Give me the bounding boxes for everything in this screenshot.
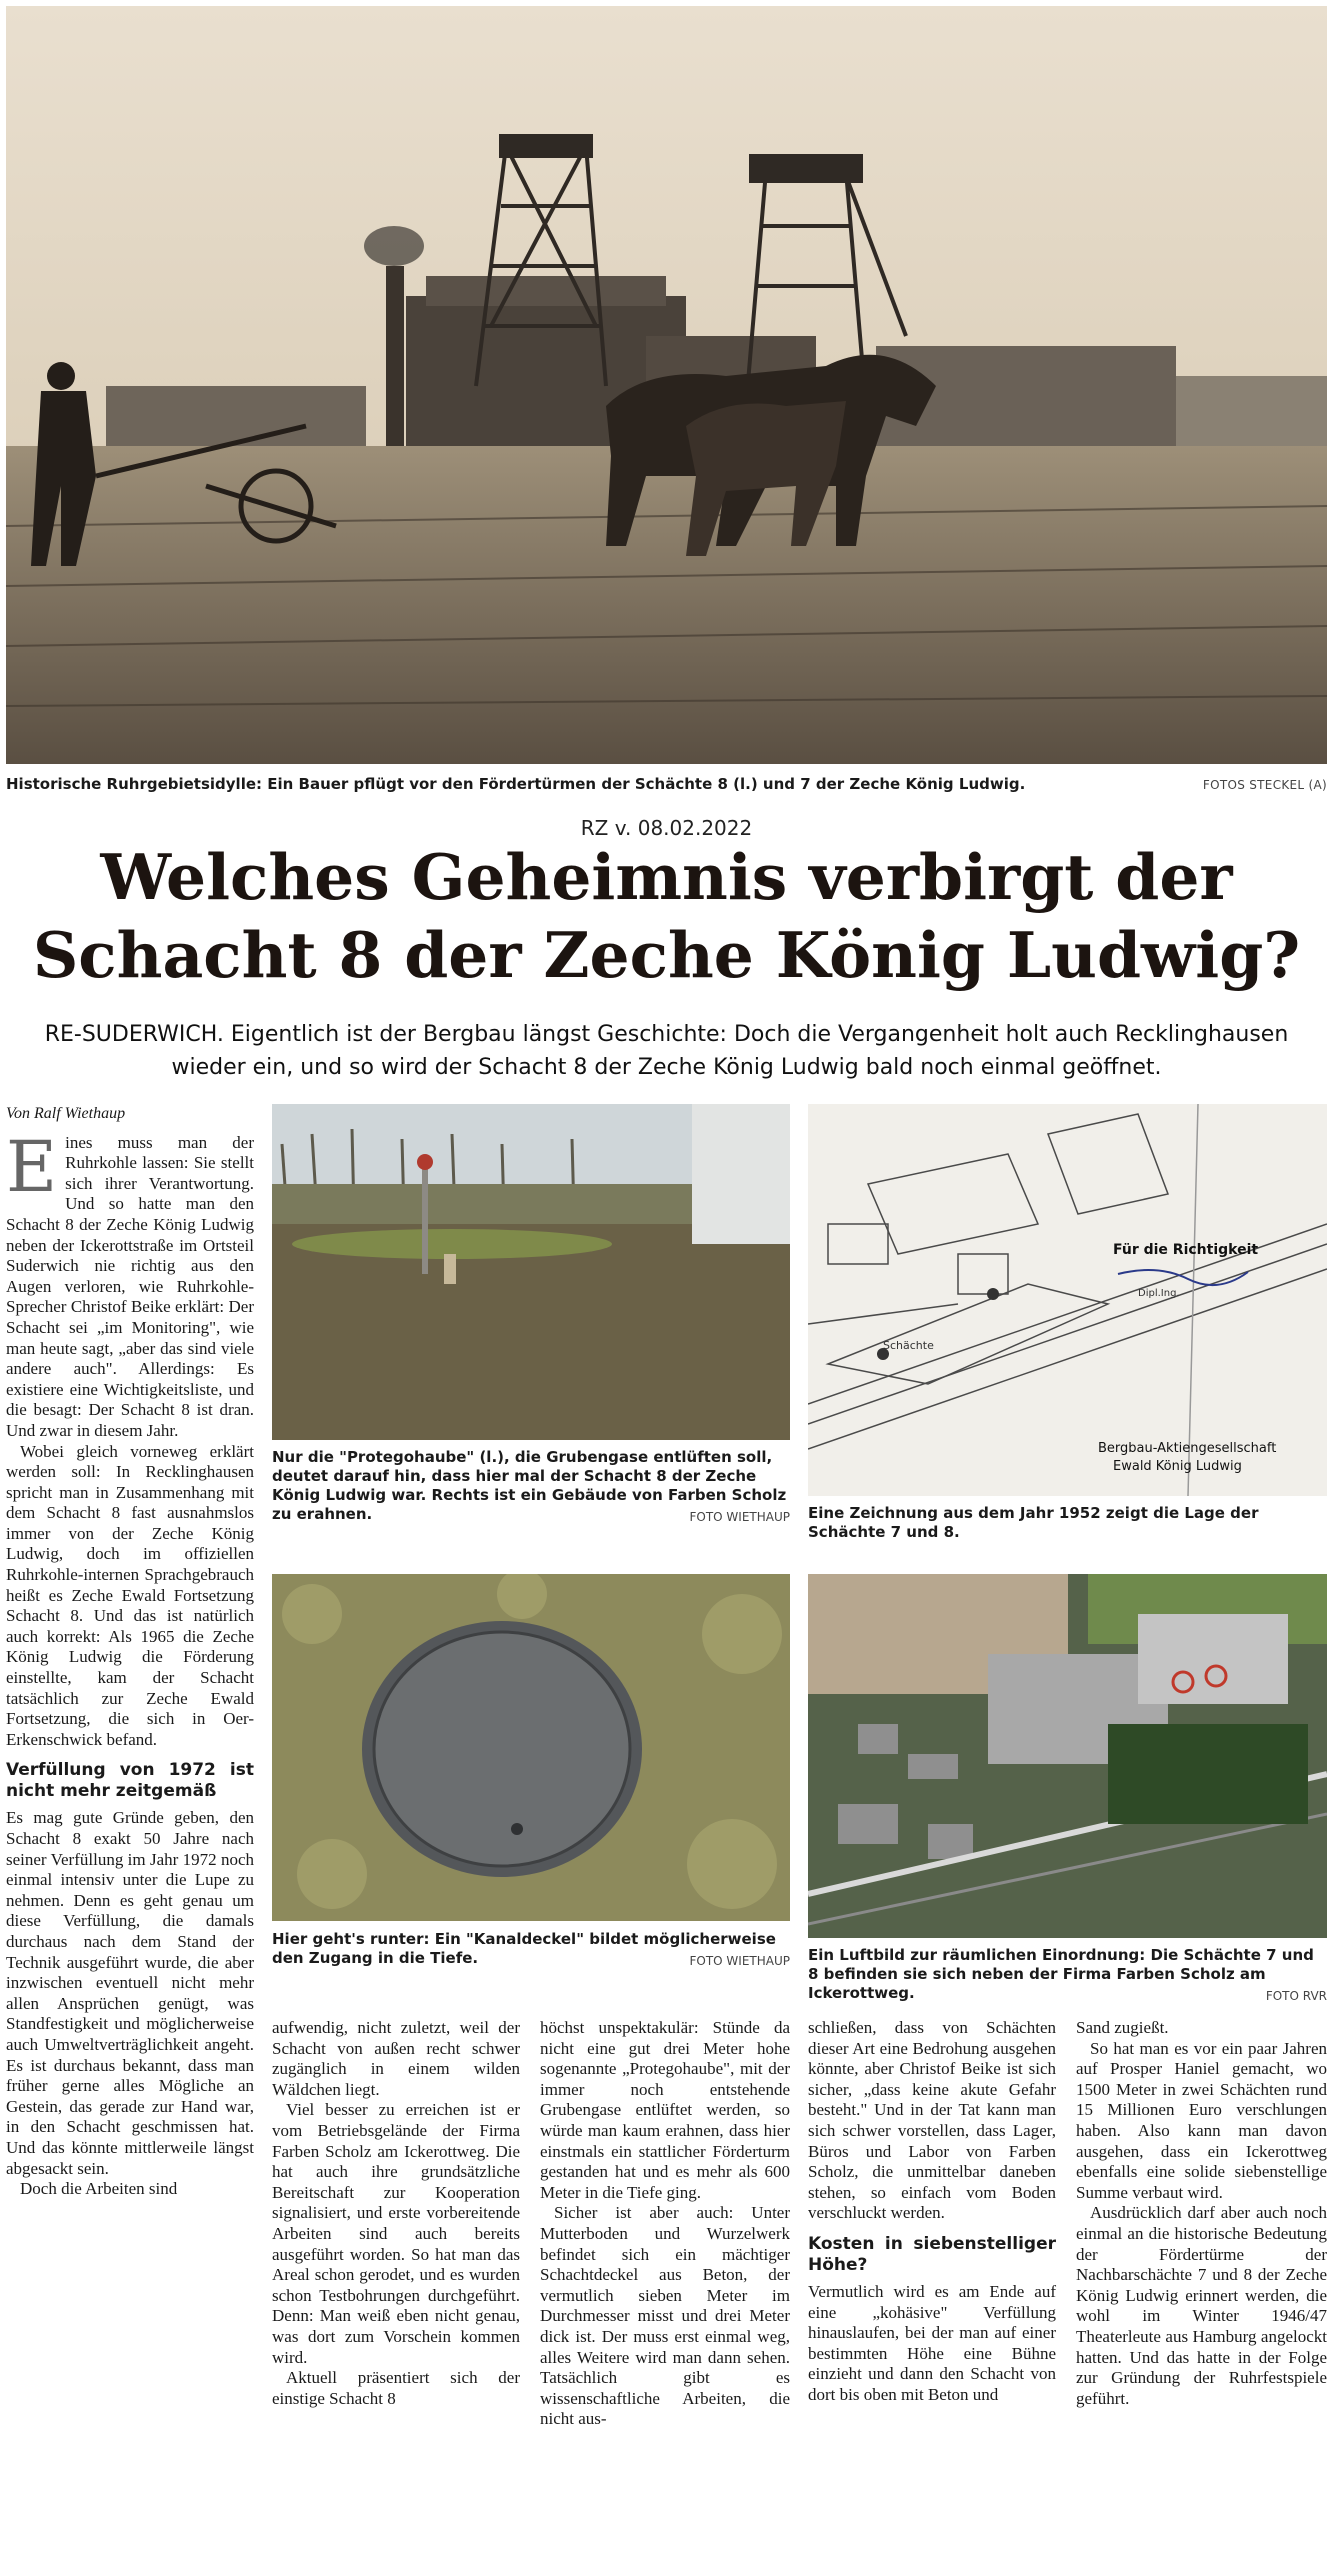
stamp-sub: Dipl.Ing. xyxy=(1138,1288,1180,1299)
author-byline: Von Ralf Wiethaup xyxy=(6,1105,126,1122)
article-column-4 xyxy=(808,2018,1056,2558)
body-paragraph: höchst unspektakulär: Stünde da nicht eine gut drei Meter hohe sogenannte „Protegohaube", mit der immer noch entstehende Grubengase entlüftet werden, so würde man kaum erahnen, dass hier einstmals ein stattlicher Förderturm gestanden hat und es mehr als 600 Meter in die Tiefe ging. xyxy=(540,2018,790,2202)
article-column-3 xyxy=(540,2018,790,2558)
headline-line-1: Welches Geheimnis verbirgt der xyxy=(100,840,1233,914)
caption-zeichnung: Eine Zeichnung aus dem Jahr 1952 zeigt die Lage der Schächte 7 und 8. xyxy=(808,1504,1259,1541)
body-paragraph: Es mag gute Gründe geben, den Schacht 8 exakt 50 Jahre nach seiner Verfüllung im Jahr 1972 noch einmal intensiv unter die Lupe zu nehmen. Denn es geht genau um diese Verfüllung, die damals durchaus nach dem Stand der Technik ausgeführt wurde, die aber inzwischen eventuell nicht mehr allen Ansprüchen genügt, was Standfestigkeit und möglicherweise auch Umweltverträglichkeit angeht. Es ist durchaus bekannt, dass man früher gerne alles Mögliche an Gestein, das gerade zur Hand war, in den Schacht geschmissen hat. Und das könnte mittlerweile längst abgesackt sein. xyxy=(6,1808,254,2178)
body-paragraph: Aktuell präsentiert sich der einstige Schacht 8 xyxy=(272,2368,520,2408)
photo-kanaldeckel xyxy=(272,1574,790,1921)
photo-credit: FOTO WIETHAUP xyxy=(689,1954,790,1968)
stamp-line-1: Für die Richtigkeit xyxy=(1113,1242,1259,1258)
hero-photo xyxy=(6,6,1327,764)
hero-caption: Historische Ruhrgebietsidylle: Ein Bauer pflügt vor den Fördertürmen der Schächte 8 (l.) und 7 der Zeche König Ludwig. xyxy=(6,775,1026,793)
subheading: Kosten in siebenstelliger Höhe? xyxy=(808,2233,1056,2275)
photo-credit: FOTO RVR xyxy=(1265,1989,1327,2003)
lead-paragraph: RE-SUDERWICH. Eigentlich ist der Bergbau längst Geschichte: Doch die Vergangenheit holt auch Recklinghausen wieder ein, und so wird der Schacht 8 der Zeche König Ludwig bald noch einmal geöffnet. xyxy=(44,1022,1289,1080)
body-paragraph: So hat man es vor ein paar Jahren auf Prosper Haniel gemacht, wo 1500 Meter in zwei Schächten rund 15 Millionen Euro verschlungen haben. Also kann man davon ausgehen, dass ein Ickerottweg ebenfalls eine solide siebenstellige Summe verbaut wird. xyxy=(1076,2038,1327,2202)
map-label: Schächte xyxy=(883,1339,934,1352)
body-paragraph: Wobei gleich vorneweg erklärt werden soll: In Recklinghausen spricht man in Zusammenhang mit dem Schacht 8 fast ausnahmslos immer von der Zeche König Ludwig, doch im offiziellen Ruhrkohle-internen Sprachgebrauch heißt es Zeche Ewald Fortsetzung Schacht 8. Und das ist natürlich auch korrekt: Als 1965 die Zeche König Ludwig die Förderung einstellte, kam der Schacht tatsächlich zur Zeche Ewald Fortsetzung, die sich in Oer-Erkenschwick befand. xyxy=(6,1441,254,1749)
caption-luftbild xyxy=(808,1946,1327,2006)
caption-text: Hier geht's runter: Ein "Kanaldeckel" bildet möglicherweise den Zugang in die Tiefe. xyxy=(272,1930,776,1967)
caption-text: Nur die "Protegohaube" (l.), die Grubengase entlüften soll, deutet darauf hin, dass hier mal der Schacht 8 der Zeche König Ludwig war. Rechts ist ein Gebäude von Farben Scholz zu erahnen. xyxy=(272,1448,787,1523)
edition-date: RZ v. 08.02.2022 xyxy=(580,816,753,840)
photo-protegohaube xyxy=(272,1104,790,1440)
photo-credit: FOTO WIETHAUP xyxy=(689,1510,790,1524)
body-paragraph: Doch die Arbeiten sind xyxy=(20,2179,178,2199)
headline xyxy=(0,838,1333,994)
photo-zeichnung xyxy=(808,1104,1327,1496)
caption-kanaldeckel xyxy=(272,1930,790,1971)
hero-photo-credit: FOTOS STECKEL (A) xyxy=(1202,778,1327,792)
caption-protegohaube xyxy=(272,1448,790,1527)
body-paragraph: Ausdrücklich darf aber auch noch einmal an die historische Bedeutung der Fördertürme der Nachbarschächte 7 und 8 der Zeche König Ludwig erinnert werden, die wohl im Winter 1946/47 Theaterleute aus Hamburg angelockt hatten. Und das hatte in der Folge zur Gründung der Ruhrfestspiele geführt. xyxy=(1076,2203,1327,2408)
headline-line-2: Schacht 8 der Zeche König Ludwig? xyxy=(32,918,1301,992)
body-paragraph: schließen, dass von Schächten dieser Art eine Bedrohung ausgehen könnte, aber Christof Beike ist sich sicher, „dass keine akute Gefahr besteht." Und in der Tat kann man sich schwer vorstellen, dass Lager, Büros und Labor von Farben Scholz, die unmittelbar daneben stehen, so einfach vom Boden verschluckt werden. xyxy=(808,2018,1056,2223)
stamp-line-2: Bergbau-Aktiengesellschaft xyxy=(1098,1441,1277,1456)
caption-text: Ein Luftbild zur räumlichen Einordnung: Die Schächte 7 und 8 befinden sie sich neben der Firma Farben Scholz am Ickerottweg. xyxy=(808,1946,1314,2002)
body-paragraph: Vermutlich wird es am Ende auf eine „kohäsive" Verfüllung hinauslaufen, bei der man auf einer bestimmten Höhe eine Bühne einzieht und dann den Schacht von dort bis oben mit Beton und xyxy=(808,2281,1056,2404)
body-paragraph: ines muss man der Ruhrkohle lassen: Sie stellt sich ihrer Verantwortung. Und so hatte man den Schacht 8 der Zeche König Ludwig neben der Ickerottstraße im Ortsteil Suderwich nie richtig aus den Augen verloren, wie Ruhrkohle-Sprecher Christof Beike erklärt: Der Schacht sei „im Monitoring", wie man heute sagt, „aber das sind viele andere auch". Allerdings: Es existiere eine Wichtigkeitsliste, und die besagt: Der Schacht 8 ist dran. Und zwar in diesem Jahr. xyxy=(6,1132,254,1440)
article-column-1 xyxy=(6,1104,254,2554)
body-paragraph: Sicher ist aber auch: Unter Mutterboden und Wurzelwerk befindet sich ein mächtiger Schachtdeckel aus Beton, der vermutlich sieben Meter im Durchmesser misst und drei Meter dick ist. Der muss erst einmal weg, alles Weitere wird man dann sehen. Tatsächlich gibt es wissenschaftliche Arbeiten, die nicht aus- xyxy=(540,2203,790,2429)
hero-illustration xyxy=(6,6,1327,764)
subheading: Verfüllung von 1972 ist nicht mehr zeitgemäß xyxy=(6,1760,254,1802)
article-column-5 xyxy=(1076,2018,1327,2558)
body-paragraph: Sand zugießt. xyxy=(1076,2018,1169,2037)
article-column-2 xyxy=(272,2018,520,2558)
stamp-line-3: Ewald König Ludwig xyxy=(1113,1459,1242,1474)
photo-luftbild xyxy=(808,1574,1327,1938)
dropcap: E xyxy=(6,1125,58,1208)
body-paragraph: aufwendig, nicht zuletzt, weil der Schacht von außen recht schwer zugänglich in einem wilden Wäldchen liegt. xyxy=(272,2018,520,2099)
body-paragraph: Viel besser zu erreichen ist er vom Betriebsgelände der Firma Farben Scholz am Ickerottweg. Die hat auch ihre grundsätzliche Bereitschaft zur Kooperation signalisiert, und erste vorbereitende Arbeiten sind auch bereits ausgeführt worden. So hat man das Areal schon gerodet, und es wurden schon Testbohrungen durchgeführt. Denn: Man weiß eben nicht genau, was dort zum Vorschein kommen wird. xyxy=(272,2100,520,2367)
